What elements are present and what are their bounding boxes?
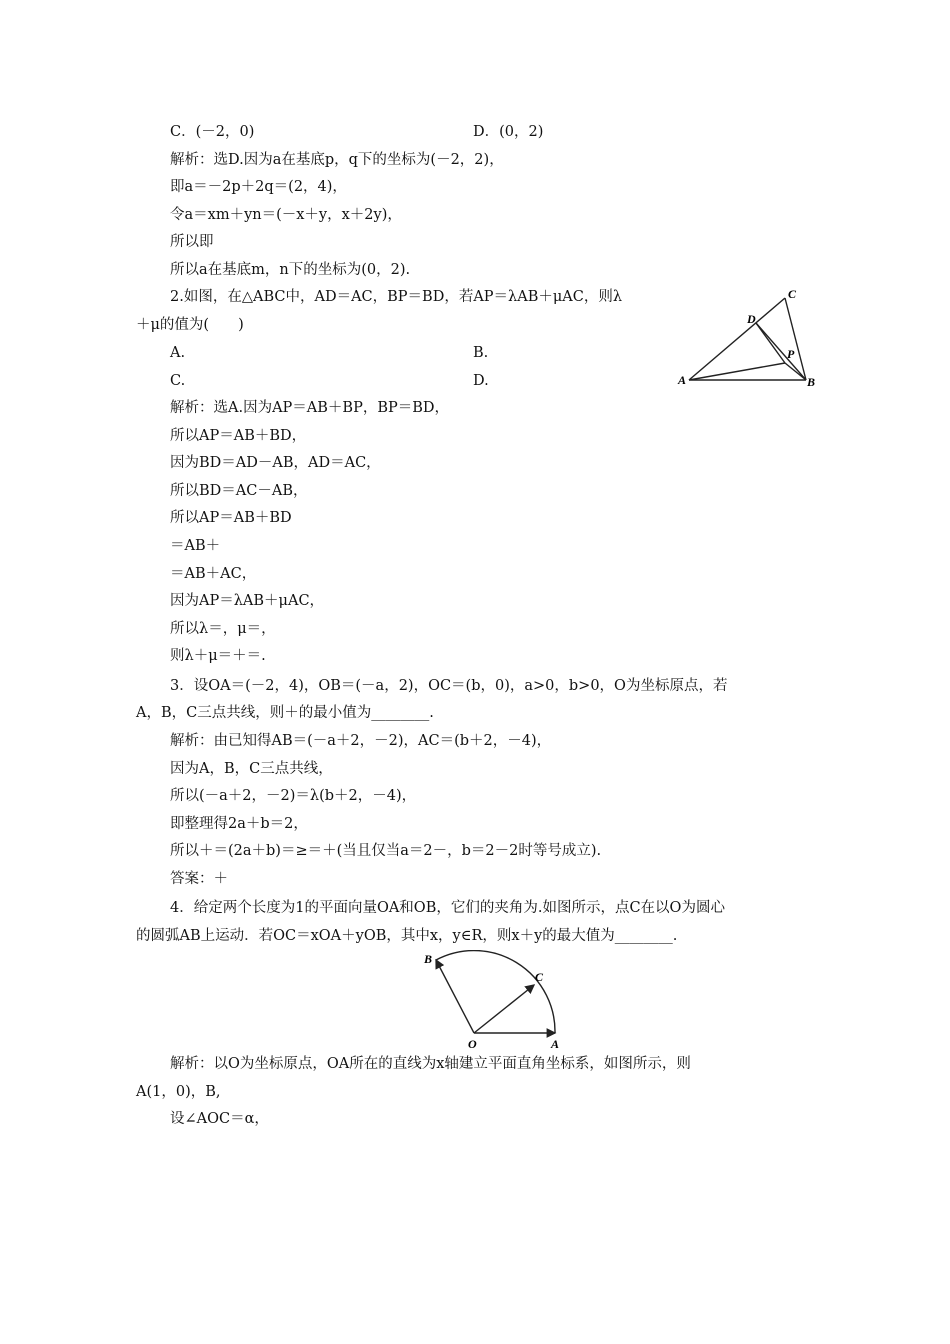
text-line: A. (170, 345, 186, 361)
text-line: 则λ＋μ＝＋＝. (170, 648, 266, 664)
text-line: 设∠AOC＝α， (170, 1111, 269, 1127)
label-a: A (678, 373, 687, 387)
text-line: C. (170, 373, 186, 389)
arc-figure (415, 950, 575, 1050)
text-line: 3．设OA＝(－2，4)，OB＝(－a，2)，OC＝(b，0)，a>0，b>0，O为坐标原点，若 (170, 678, 728, 694)
text-line: 因为BD＝AD－AB，AD＝AC， (170, 455, 381, 471)
text-line: 所以λ＝，μ＝， (170, 621, 276, 637)
label-d: D (747, 312, 756, 326)
text-line: 2.如图，在△ABC中，AD＝AC，BP＝BD，若AP＝λAB＋μAC，则λ (170, 289, 623, 305)
text-line: 所以AP＝AB＋BD (170, 510, 292, 526)
text-line: 因为AP＝λAB＋μAC， (170, 593, 325, 609)
label-c: C (788, 287, 797, 301)
arc-ab (436, 951, 555, 1033)
text-line: 解析：选A.因为AP＝AB＋BP，BP＝BD， (170, 400, 450, 416)
text-line: 所以(－a＋2，－2)＝λ(b＋2，－4)， (170, 788, 417, 804)
text-line: 所以BD＝AC－AB， (170, 483, 308, 499)
text-line: A，B，C三点共线，则＋的最小值为________. (136, 705, 434, 721)
text-line: D．(0，2) (473, 124, 544, 140)
label-o: O (468, 1037, 477, 1050)
text-line: B. (473, 345, 489, 361)
label-p: P (787, 347, 795, 361)
text-line: ＋μ的值为( ) (136, 317, 244, 333)
text-line: 即a＝－2p＋2q＝(2，4)， (170, 179, 347, 195)
text-line: 解析：以O为坐标原点，OA所在的直线为x轴建立平面直角坐标系，如图所示，则 (170, 1056, 691, 1072)
text-line: 答案：＋ (170, 871, 228, 887)
text-line: 令a＝xm＋yn＝(－x＋y，x＋2y)， (170, 207, 402, 223)
text-line: 所以＋＝(2a＋b)＝≥＝＋(当且仅当a＝2－，b＝2－2时等号成立). (170, 843, 602, 859)
segment-dp (756, 323, 785, 363)
text-line: 所以a在基底m，n下的坐标为(0，2). (170, 262, 411, 278)
triangle-figure (676, 286, 822, 392)
text-line: 所以即 (170, 234, 214, 250)
label-a: A (551, 1037, 560, 1050)
text-line: 因为A，B，C三点共线， (170, 761, 333, 777)
vector-ob (436, 960, 474, 1033)
text-line: 所以AP＝AB＋BD， (170, 428, 307, 444)
label-c: C (535, 970, 544, 984)
text-line: 4．给定两个长度为1的平面向量OA和OB，它们的夹角为.如图所示，点C在以O为圆心 (170, 900, 725, 916)
vector-oc (474, 985, 534, 1033)
text-line: 解析：由已知得AB＝(－a＋2，－2)，AC＝(b＋2，－4)， (170, 733, 552, 749)
text-line: 的圆弧AB上运动．若OC＝xOA＋yOB，其中x，y∈R，则x＋y的最大值为________. (136, 928, 678, 944)
text-line: 即整理得2a＋b＝2， (170, 816, 308, 832)
text-line: 解析：选D.因为a在基底p，q下的坐标为(－2，2)， (170, 152, 504, 168)
text-line: D. (473, 373, 489, 389)
label-b: B (424, 952, 433, 966)
text-line: C．(－2，0) (170, 124, 255, 140)
text-line: ＝AB＋ (170, 538, 221, 554)
text-line: A(1，0)，B, (136, 1084, 221, 1100)
segment-ap (689, 363, 785, 380)
text-line: ＝AB＋AC， (170, 566, 257, 582)
label-b: B (807, 375, 816, 389)
